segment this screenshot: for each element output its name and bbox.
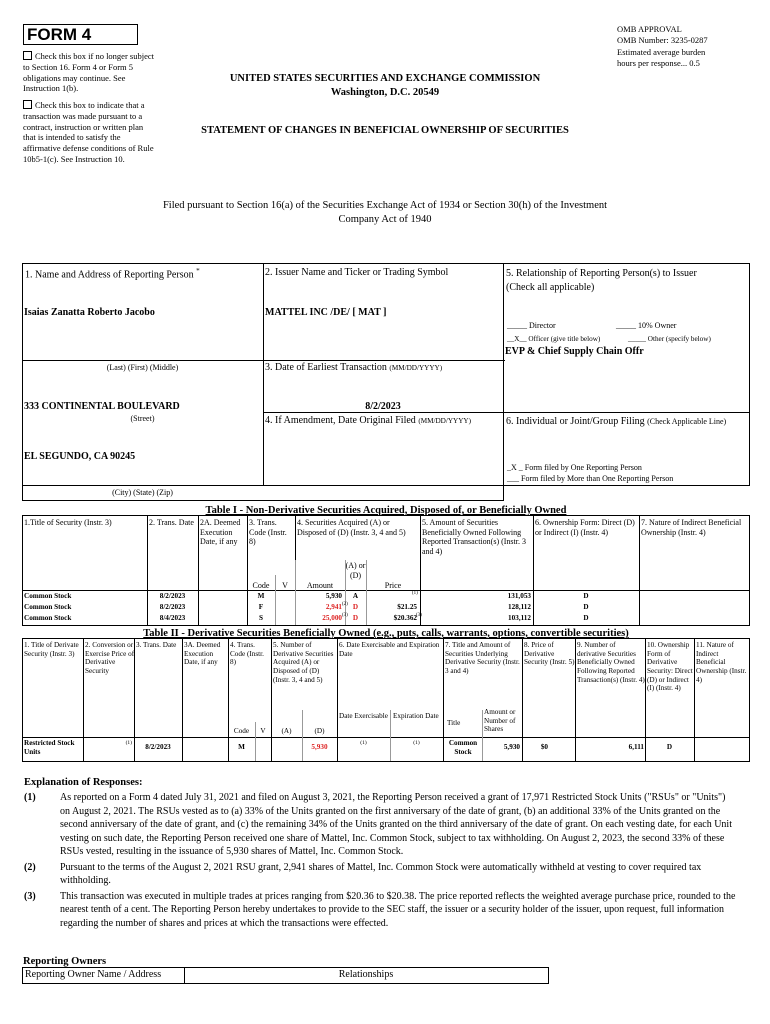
city-state-zip: EL SEGUNDO, CA 90245 — [24, 451, 136, 462]
t1-date: 8/2/2023 — [159, 603, 186, 611]
t1-code: S — [259, 614, 263, 622]
explanation-text: This transaction was executed in multiple trades at prices ranging from $20.36 to $20.38. The price reported reflects the weighted average purchase price, rounded to the nearest tenth of a cent. The Reporting Person hereby undertakes to provide to the SEC staff, the issuer or a security holder of the issuer, upon request, full information regarding the number of shares and prices at which the transactions were effected. — [60, 890, 736, 929]
t1-h3: 3. Trans. Code (Instr. 8) — [249, 518, 287, 547]
table1-title: Table I - Non-Derivative Securities Acquired, Disposed of, or Beneficially Owned — [205, 505, 567, 516]
t2-h8: 8. Price of Derivative Security (Instr. 5) — [524, 641, 575, 667]
t2-sub-amt: Amount or Number of Shares — [484, 708, 516, 734]
s5-sub: (Check all applicable) — [506, 282, 595, 293]
s5-label: 5. Relationship of Reporting Person(s) to Issuer — [506, 268, 697, 279]
t2-price: $0 — [540, 743, 548, 751]
t1-sec: Common Stock — [24, 592, 72, 600]
owners-title: Reporting Owners — [23, 956, 107, 967]
omb-approval — [617, 24, 747, 69]
t2-title: Common Stock — [448, 739, 478, 756]
t1-h4: 4. Securities Acquired (A) or Disposed of (D) (Instr. 3, 4 and 5) — [297, 518, 406, 537]
t2-sec: Restricted Stock Units — [24, 739, 75, 756]
t2-h1: 1. Title of Derivate Security (Instr. 3) — [24, 641, 79, 658]
owners-col1: Reporting Owner Name / Address — [25, 969, 162, 980]
t1-sub-code: Code — [252, 581, 270, 590]
issuer-label: 2. Issuer Name and Ticker or Trading Symbol — [265, 267, 449, 278]
s1-mark: * — [196, 267, 200, 275]
city-label: (City) (State) (Zip) — [112, 488, 173, 497]
t1-amount-footnote: (2) — [342, 602, 348, 607]
t1-h6: 6. Ownership Form: Direct (D) or Indirect (I) (Instr. 4) — [535, 518, 635, 537]
t2-sub-title: Title — [447, 719, 461, 727]
t2-sub-de: Date Exercisable — [339, 712, 388, 720]
t1-form: D — [583, 592, 589, 600]
t1-h2a: 2A. Deemed Execution Date, if any — [200, 518, 241, 547]
t2-h3a: 3A. Deemed Execution Date, if any — [184, 641, 221, 667]
omb-line3: Estimated average burden — [617, 46, 706, 57]
one-person-option[interactable]: _X _ Form filed by One Reporting Person — [507, 463, 642, 472]
explanation-number: (2) — [24, 861, 36, 873]
explanation-item — [24, 890, 736, 931]
s6-label: 6. Individual or Joint/Group Filing — [506, 416, 645, 427]
t1-code: F — [258, 603, 264, 611]
s3-format: (MM/DD/YYYY) — [389, 364, 443, 372]
checkbox-10b5-1[interactable] — [23, 100, 32, 109]
explanation-text: As reported on a Form 4 dated July 31, 2021 and filed on August 3, 2021, the Reporting Person received a grant of 17,971 Restricted Stock Units ("RSUs" or "Units") on August 2, 2021. The RSUs vested as to (a) 33% of the Units granted on the first anniversary of the date of grant, (b) an additional 33% of the Units granted on the second anniversary of the date of grant, and (c) the remaining 34% of the Units granted on the third anniversary of the date of grant. On each vesting date, for each Unit vesting on such date, the Reporting Person received one share of Mattel, Inc. Common Stock, subject to tax withholding. On August 2, 2023, the second 33% of these RSUs vested, resulting in the issuance of 5,930 shares of Mattel, Inc. Common Stock. — [60, 792, 732, 857]
t2-form: D — [666, 743, 673, 751]
t2-d: 5,930 — [311, 743, 328, 751]
s3-label: 3. Date of Earliest Transaction — [265, 362, 387, 373]
relationship-label — [506, 267, 748, 295]
table2-title: Table II - Derivative Securities Beneficially Owned (e.g., puts, calls, warrants, options, convertible securities) — [143, 628, 629, 639]
t2-sub-code: Code — [233, 727, 250, 735]
filed-pursuant: Filed pursuant to Section 16(a) of the Securities Exchange Act of 1934 or Section 30(h) of the Investment Company Act of 1940 — [162, 200, 608, 225]
s4-format: (MM/DD/YYYY) — [418, 417, 472, 425]
t1-price-footnote: (3) — [416, 613, 422, 618]
t1-sec: Common Stock — [24, 603, 72, 611]
t2-h3: 3. Trans. Date — [136, 641, 177, 649]
reporting-person-label — [25, 267, 200, 281]
check-section16-text: Check this box if no longer subject to Section 16. Form 4 or Form 5 obligations may continue. See Instruction 1(b). — [23, 51, 154, 94]
other-option[interactable]: _____ Other (specify below) — [628, 335, 711, 343]
name-format: (Last) (First) (Middle) — [106, 363, 179, 372]
t1-amount: 25,000 — [322, 614, 342, 622]
director-option[interactable]: _____ Director — [507, 321, 556, 330]
earliest-date-label — [265, 362, 442, 374]
t2-sub-ed: Expiration Date — [393, 712, 439, 720]
t2-h4: 4. Trans. Code (Instr. 8) — [230, 641, 264, 667]
earliest-date: 8/2/2023 — [365, 401, 401, 412]
t1-h7: 7. Nature of Indirect Beneficial Ownership (Instr. 4) — [641, 518, 742, 537]
owner-option[interactable]: _____ 10% Owner — [616, 321, 677, 330]
explanation-item — [24, 791, 736, 859]
omb-line4: hours per response... 0.5 — [617, 57, 700, 68]
explanation-title: Explanation of Responses: — [24, 777, 143, 788]
t1-sub-ad: (A) or (D) — [345, 561, 366, 580]
t1-amount-footnote: (1) — [412, 591, 418, 596]
s4-label: 4. If Amendment, Date Original Filed — [265, 415, 416, 426]
explanation-number: (1) — [24, 792, 36, 803]
t2-expiration: (1) — [413, 740, 420, 746]
t2-sub-a: (A) — [281, 727, 292, 735]
agency-city: Washington, D.C. 20549 — [330, 87, 440, 98]
street-address: 333 CONTINENTAL BOULEVARD — [24, 401, 180, 412]
check-section16 — [23, 51, 155, 94]
more-person-option[interactable]: ___ Form filed by More than One Reporting Person — [507, 474, 674, 483]
amendment-label — [265, 415, 471, 427]
t2-code: M — [238, 743, 245, 751]
explanation-item — [24, 861, 736, 888]
owners-col2: Relationships — [338, 969, 394, 980]
t1-sub-price: Price — [384, 581, 402, 590]
t1-price: $21.25 — [397, 603, 417, 611]
t1-sub-v: V — [282, 581, 288, 590]
t2-sub-d: (D) — [314, 727, 325, 735]
t1-form: D — [583, 603, 589, 611]
officer-title: EVP & Chief Supply Chain Offr — [505, 346, 644, 357]
t1-price: $20.362 — [393, 614, 417, 622]
t1-owned: 128,112 — [508, 603, 531, 611]
t1-date: 8/2/2023 — [159, 592, 186, 600]
t2-h5: 5. Number of Derivative Securities Acquired (A) or Disposed of (D) (Instr. 3, 4 and 5) — [273, 641, 334, 684]
t1-sec: Common Stock — [24, 614, 72, 622]
filing-label — [506, 415, 749, 428]
t1-date: 8/4/2023 — [159, 614, 186, 622]
t1-amount: 5,930 — [325, 592, 342, 600]
check-10b5-1 — [23, 100, 155, 165]
agency-name: UNITED STATES SECURITIES AND EXCHANGE COMMISSION — [229, 73, 541, 84]
t1-code: M — [257, 592, 265, 600]
statement-title: STATEMENT OF CHANGES IN BENEFICIAL OWNERSHIP OF SECURITIES — [201, 125, 569, 136]
t1-form: D — [583, 614, 589, 622]
t1-sub-amount: Amount — [306, 581, 334, 590]
reporting-person-name: Isaias Zanatta Roberto Jacobo — [24, 307, 155, 318]
checkbox-section16[interactable] — [23, 51, 32, 60]
t1-ad: D — [352, 614, 359, 622]
officer-option[interactable]: __X__ Officer (give title below) — [507, 335, 601, 343]
t2-h6: 6. Date Exercisable and Expiration Date — [339, 641, 440, 658]
t2-sub-v: V — [260, 727, 266, 735]
explanation-number: (3) — [24, 890, 36, 902]
t1-amount: 2,941 — [325, 603, 342, 611]
t2-h9: 9. Number of derivative Securities Beneficially Owned Following Reported Transaction(s) (Instr. 4) — [577, 641, 645, 684]
t1-h2: 2. Trans. Date — [149, 518, 194, 527]
t1-h5: 5. Amount of Securities Beneficially Owned Following Reported Transaction(s) (Instr. 3 and 4) — [422, 518, 526, 556]
t1-ad: D — [352, 603, 359, 611]
t1-h1: 1.Title of Security (Instr. 3) — [24, 518, 112, 527]
explanation-text: Pursuant to the terms of the August 2, 2021 RSU grant, 2,941 shares of Mattel, Inc. Common Stock were automatically withheld at vesting to cover required tax withholding. — [60, 861, 702, 886]
t2-sec-fn: (1) — [125, 740, 132, 746]
check-10b5-1-text: Check this box to indicate that a transaction was made pursuant to a contract, instruction or written plan that is intended to satisfy the affirmative defense conditions of Rule 10b5-1(c). See Instruction 10. — [23, 100, 154, 164]
t2-shares: 5,930 — [503, 743, 520, 751]
omb-line2: OMB Number: 3235-0287 — [617, 35, 708, 46]
t1-ad: A — [352, 592, 359, 600]
t2-owned: 6,111 — [628, 743, 644, 751]
t2-h7: 7. Title and Amount of Securities Underlying Derivative Security (Instr. 3 and 4) — [445, 641, 520, 675]
t2-h2: 2. Conversion or Exercise Price of Derivative Security — [85, 641, 135, 675]
t2-exercisable: (1) — [360, 740, 367, 746]
explanation-list — [24, 791, 736, 932]
omb-line1: OMB APPROVAL — [617, 24, 682, 34]
t2-h10: 10. Ownership Form of Derivative Security: Direct (D) or Indirect (I) (Instr. 4) — [647, 641, 693, 693]
t2-h11: 11. Nature of Indirect Beneficial Ownership (Instr. 4) — [696, 641, 747, 684]
street-label: (Street) — [130, 414, 155, 423]
t1-owned: 103,112 — [508, 614, 531, 622]
t1-amount-footnote: (3) — [342, 613, 348, 618]
issuer-name: MATTEL INC /DE/ [ MAT ] — [265, 307, 387, 318]
s6-sub: (Check Applicable Line) — [647, 417, 727, 426]
s1-label: 1. Name and Address of Reporting Person — [25, 269, 194, 281]
form-title: FORM 4 — [23, 24, 138, 45]
t2-date: 8/2/2023 — [145, 743, 171, 751]
t1-owned: 131,053 — [507, 592, 531, 600]
